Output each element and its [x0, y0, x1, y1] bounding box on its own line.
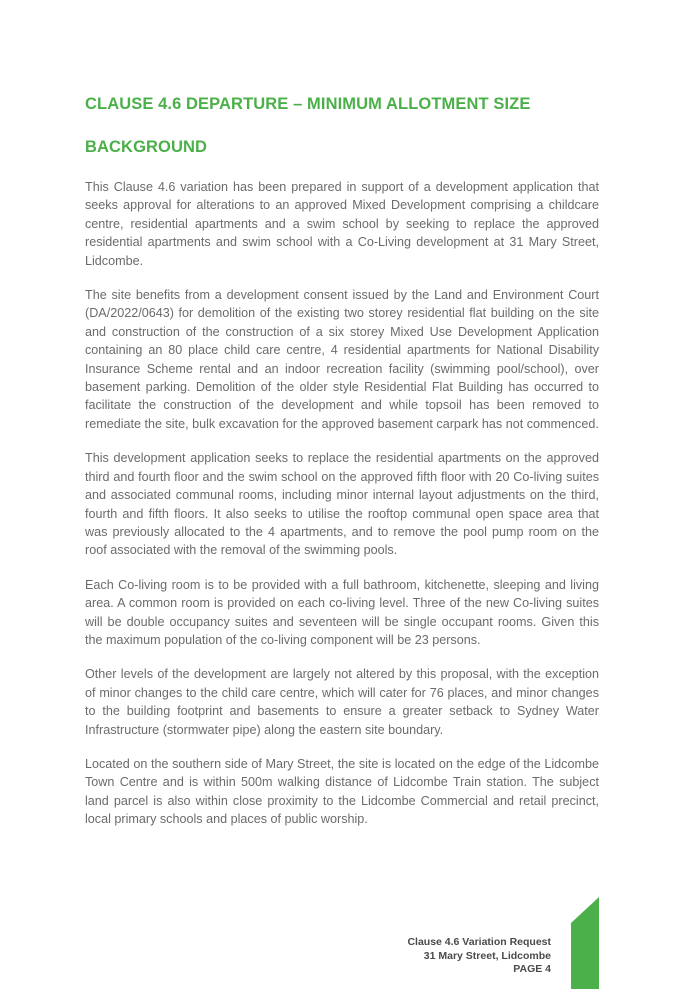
section-heading: BACKGROUND	[85, 138, 207, 156]
page-footer	[407, 936, 551, 977]
body-text	[85, 178, 599, 845]
paragraph: This Clause 4.6 variation has been prepared in support of a development application that seeks approval for alterations to an approved Mixed Development comprising a childcare centre, residential apartments and a swim school by seeking to replace the approved residential apartments and swim school with a Co-Living development at 31 Mary Street, Lidcombe.	[85, 180, 599, 268]
footer-page-number: PAGE 4	[513, 963, 551, 975]
page-title: CLAUSE 4.6 DEPARTURE – MINIMUM ALLOTMENT SIZE	[85, 95, 531, 113]
footer-address: 31 Mary Street, Lidcombe	[423, 949, 551, 962]
green-corner-tab	[571, 897, 599, 989]
paragraph: The site benefits from a development consent issued by the Land and Environment Court (DA/2022/0643) for demolition of the existing two storey residential flat building on the site and construction of the construction of a six storey Mixed Use Development Application containing an 80 place child care centre, 4 residential apartments for National Disability Insurance Scheme rental and an indoor recreation facility (swimming pool/school), over basement parking. Demolition of the older style Residential Flat Building has occurred to facilitate the construction of the development and while topsoil has been removed to remediate the site, bulk excavation for the approved basement carpark has not commenced.	[85, 288, 599, 431]
paragraph: This development application seeks to replace the residential apartments on the approved third and fourth floor and the swim school on the approved fifth floor with 20 Co-living suites and associated communal rooms, including minor internal layout adjustments on the third, fourth and fifth floors. It also seeks to utilise the rooftop communal open space area that was previously allocated to the 4 apartments, and to remove the pool pump room on the roof associated with the removal of the swimming pools.	[85, 451, 599, 558]
paragraph: Each Co-living room is to be provided with a full bathroom, kitchenette, sleeping and living area. A common room is provided on each co-living level. Three of the new Co-living suites will be double occupancy suites and seventeen will be single occupant rooms. Given this the maximum population of the co-living component will be 23 persons.	[85, 577, 599, 647]
paragraph: Other levels of the development are largely not altered by this proposal, with the exception of minor changes to the child care centre, which will cater for 76 places, and minor changes to the building footprint and basements to ensure a greater setback to Sydney Water Infrastructure (stormwater pipe) along the eastern site boundary.	[85, 667, 599, 737]
footer-document-title: Clause 4.6 Variation Request	[407, 936, 551, 948]
paragraph: Located on the southern side of Mary Street, the site is located on the edge of the Lidcombe Town Centre and is within 500m walking distance of Lidcombe Train station. The subject land parcel is also within close proximity to the Lidcombe Commercial and retail precinct, local primary schools and places of public worship.	[85, 756, 599, 827]
